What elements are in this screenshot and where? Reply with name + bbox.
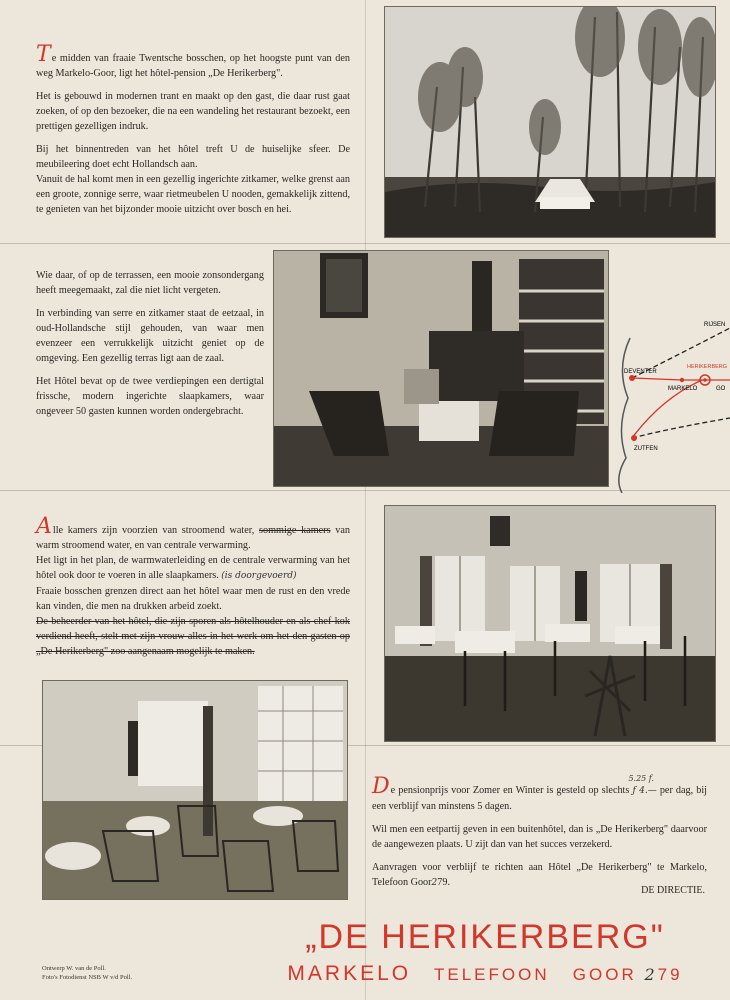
handwritten-note: 2 xyxy=(644,965,658,984)
intro-paragraph: Het Hôtel bevat op de twee verdiepingen een dertigtal frissche, modern ingerichte slaapkamers, waar ongeveer 50 gasten kunnen worden ondergebracht. xyxy=(36,376,264,417)
pricing-line: 79. xyxy=(437,877,451,888)
credit-line: Ontwerp W. van de Poll. xyxy=(42,965,106,972)
pricing-line: e pensionprijs voor Zomer en Winter is gesteld op slechts xyxy=(390,785,630,796)
handwritten-note: 2 xyxy=(431,878,438,888)
handwritten-note: 5.25 f. xyxy=(628,774,655,783)
fold-line xyxy=(365,0,366,1000)
location-map xyxy=(612,318,730,493)
subtitle-number: 79 xyxy=(657,965,683,984)
map-label: DEVENTER xyxy=(624,369,657,375)
map-label: RIJSEN xyxy=(704,322,726,328)
struck-text: sommige kamers xyxy=(259,525,331,536)
pricing-line: per dag, bij een verblijf van minstens 5 dagen. xyxy=(372,785,707,812)
intro-paragraph: Het is gebouwd in modernen trant en maakt op den gast, die daar rust gaat zoeken, of op den bezoeker, die na een wandeling het restaurant bezoekt, een prettigen gezelligen indruk. xyxy=(36,91,350,132)
intro-text xyxy=(36,42,350,225)
credit-line: Foto's Fotodienst NSB W v/d Poll. xyxy=(42,974,133,981)
intro-paragraph: Bij het binnentreden van het hôtel treft U de huiselijke sfeer. De meubileering doet echt Hollandsch aan. xyxy=(36,144,350,170)
subtitle-goor: GOOR xyxy=(572,965,637,984)
hotel-title: „DE HERIKERBERG" xyxy=(305,918,665,956)
intro-paragraph: Wie daar, of op de terrassen, een mooie zonsondergang heeft meegemaakt, zal die niet licht vergeten. xyxy=(36,270,264,296)
forest-photo xyxy=(384,6,716,238)
map-label: ZUTFEN xyxy=(634,446,658,452)
dropcap: T xyxy=(36,42,51,67)
rooms-line: Het ligt in het plan, de warmwaterleiding en de centrale verwarming van het hôtel ook door te voeren in alle slaapkamers. xyxy=(36,555,350,581)
handwritten-note: (is doorgevoerd) xyxy=(221,571,297,581)
rooms-line: lle kamers zijn voorzien van stroomend water, xyxy=(52,525,255,536)
signature: DE DIRECTIE. xyxy=(641,885,705,896)
pricing-line: Aanvragen voor verblijf te richten aan Hôtel „De Herikerberg" te Markelo, Telefoon Goor xyxy=(372,862,707,888)
rooms-line: van warm stroomend water, en van centrale verwarming. xyxy=(36,525,350,551)
subtitle-town: MARKELO xyxy=(287,962,412,985)
sitting-room-photo xyxy=(273,250,609,487)
subtitle-phone-label: TELEFOON xyxy=(433,965,550,984)
dropcap: A xyxy=(36,514,52,539)
intro-paragraph: In verbinding van serre en zitkamer staat de eetzaal, in oud-Hollandsche stijl gehouden, van waar men evenzeer een verrukkelijk uitzicht geniet op de omgeving. Een gezellig terras ligt aan de zaal. xyxy=(36,308,264,364)
rooms-line: Fraaie bosschen grenzen direct aan het hôtel waar men de rust en den vrede kan vinden, die men na drukken arbeid zoekt. xyxy=(36,586,350,612)
veranda-photo xyxy=(42,680,348,900)
intro-paragraph: e midden van fraaie Twentsche bosschen, op het hoogste punt van den weg Markelo-Goor, ligt het hôtel-pension „De Herikerberg". xyxy=(36,53,350,79)
map-label: HERIKERBERG xyxy=(687,364,728,370)
map-label: MARKELO xyxy=(668,386,698,392)
dining-room-photo xyxy=(384,505,716,742)
map-label: GO xyxy=(716,386,726,392)
pricing-text xyxy=(372,774,707,899)
pricing-line: Wil men een eetpartij geven in een buitenhôtel, dan is „De Herikerberg" daarvoor de aangewezen plaats. U zijt dan van het succes verzekerd. xyxy=(372,824,707,850)
handwritten-price: ƒ 4.— xyxy=(632,786,657,796)
rooms-text xyxy=(36,514,350,667)
intro-text-narrow xyxy=(36,268,264,427)
hotel-subtitle xyxy=(270,962,700,986)
struck-text: De beheerder van het hôtel, die zijn sporen als hôtelhouder en als chef-kok verdiend heeft, stelt met zijn vrouw alles in het werk om het den gasten op „De Herikerberg" zoo aangenaam mogelijk te maken. xyxy=(36,616,350,657)
credits xyxy=(42,964,132,982)
dropcap: D xyxy=(372,774,390,799)
intro-paragraph: Vanuit de hal komt men in een gezellig ingerichte zitkamer, welke grenst aan een groote, zonnige serre, waar rietmeubelen U nooden, gemakkelijk zittend, te genieten van het bijzonder mooie uitzicht over bosch en hei. xyxy=(36,174,350,215)
